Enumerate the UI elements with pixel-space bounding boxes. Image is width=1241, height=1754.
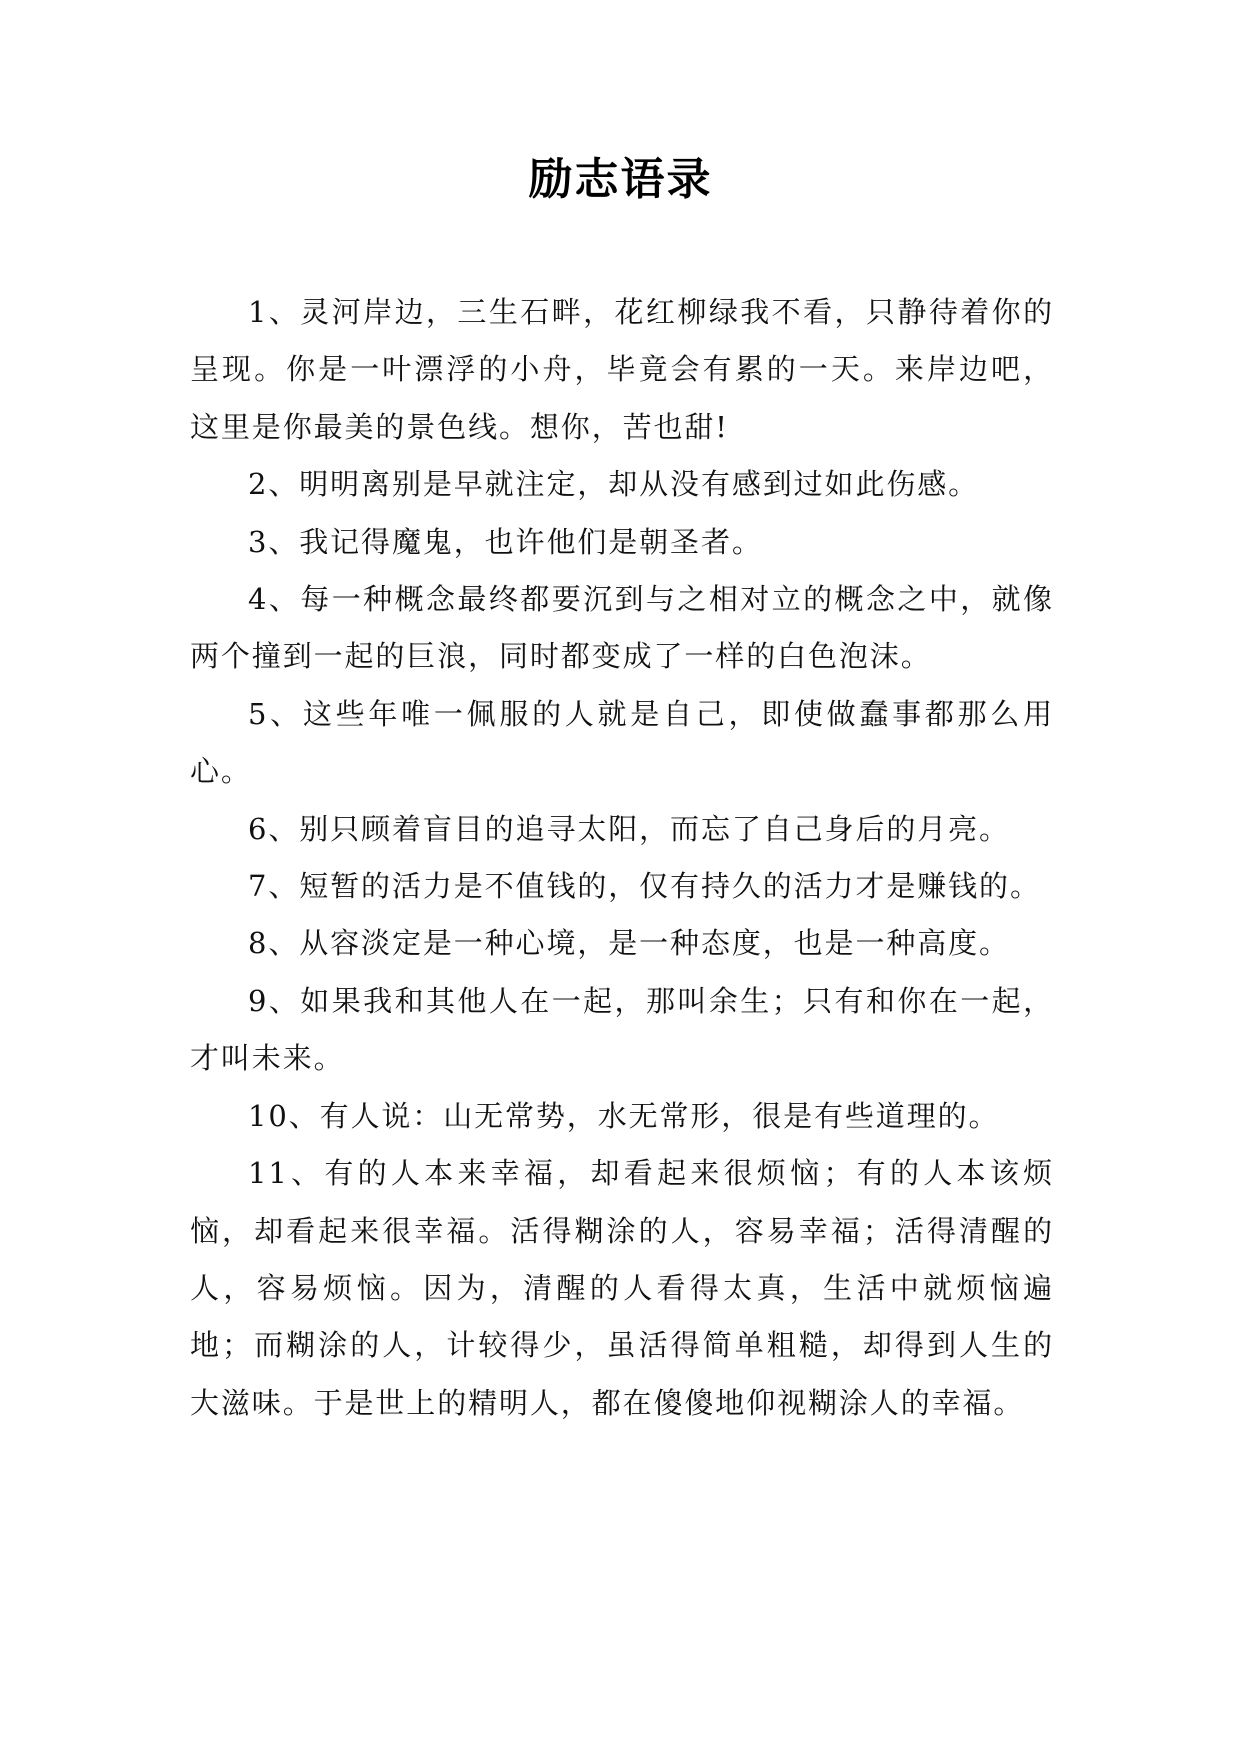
quote-paragraph: 5、这些年唯一佩服的人就是自己，即使做蠢事都那么用心。 bbox=[190, 696, 1054, 789]
quote-paragraph: 1、灵河岸边，三生石畔，花红柳绿我不看，只静待着你的呈现。你是一叶漂浮的小舟，毕竟会有累的一天。来岸边吧，这里是你最美的景色线。想你，苦也甜! bbox=[190, 295, 1054, 444]
quote-paragraph: 6、别只顾着盲目的追寻太阳，而忘了自己身后的月亮。 bbox=[248, 811, 1010, 846]
quote-paragraph: 9、如果我和其他人在一起，那叫余生；只有和你在一起，才叫未来。 bbox=[190, 983, 1054, 1076]
document-body bbox=[190, 284, 1054, 1432]
quote-paragraph: 8、从容淡定是一种心境，是一种态度，也是一种高度。 bbox=[248, 926, 1010, 961]
quote-paragraph: 7、短暂的活力是不值钱的，仅有持久的活力才是赚钱的。 bbox=[248, 869, 1041, 904]
quote-paragraph: 2、明明离别是早就注定，却从没有感到过如此伤感。 bbox=[248, 467, 980, 502]
quote-paragraph: 3、我记得魔鬼，也许他们是朝圣者。 bbox=[248, 524, 763, 559]
quote-paragraph: 11、有的人本来幸福，却看起来很烦恼；有的人本该烦恼，却看起来很幸福。活得糊涂的人，容易幸福；活得清醒的人，容易烦恼。因为，清醒的人看得太真，生活中就烦恼遍地；而糊涂的人，计较得少，虽活得简单粗糙，却得到人生的大滋味。于是世上的精明人，都在傻傻地仰视糊涂人的幸福。 bbox=[190, 1156, 1054, 1420]
quote-paragraph: 10、有人说：山无常势，水无常形，很是有些道理的。 bbox=[248, 1098, 1000, 1133]
quote-paragraph: 4、每一种概念最终都要沉到与之相对立的概念之中，就像两个撞到一起的巨浪，同时都变成了一样的白色泡沫。 bbox=[190, 582, 1054, 674]
document-title: 励志语录 bbox=[528, 154, 713, 205]
